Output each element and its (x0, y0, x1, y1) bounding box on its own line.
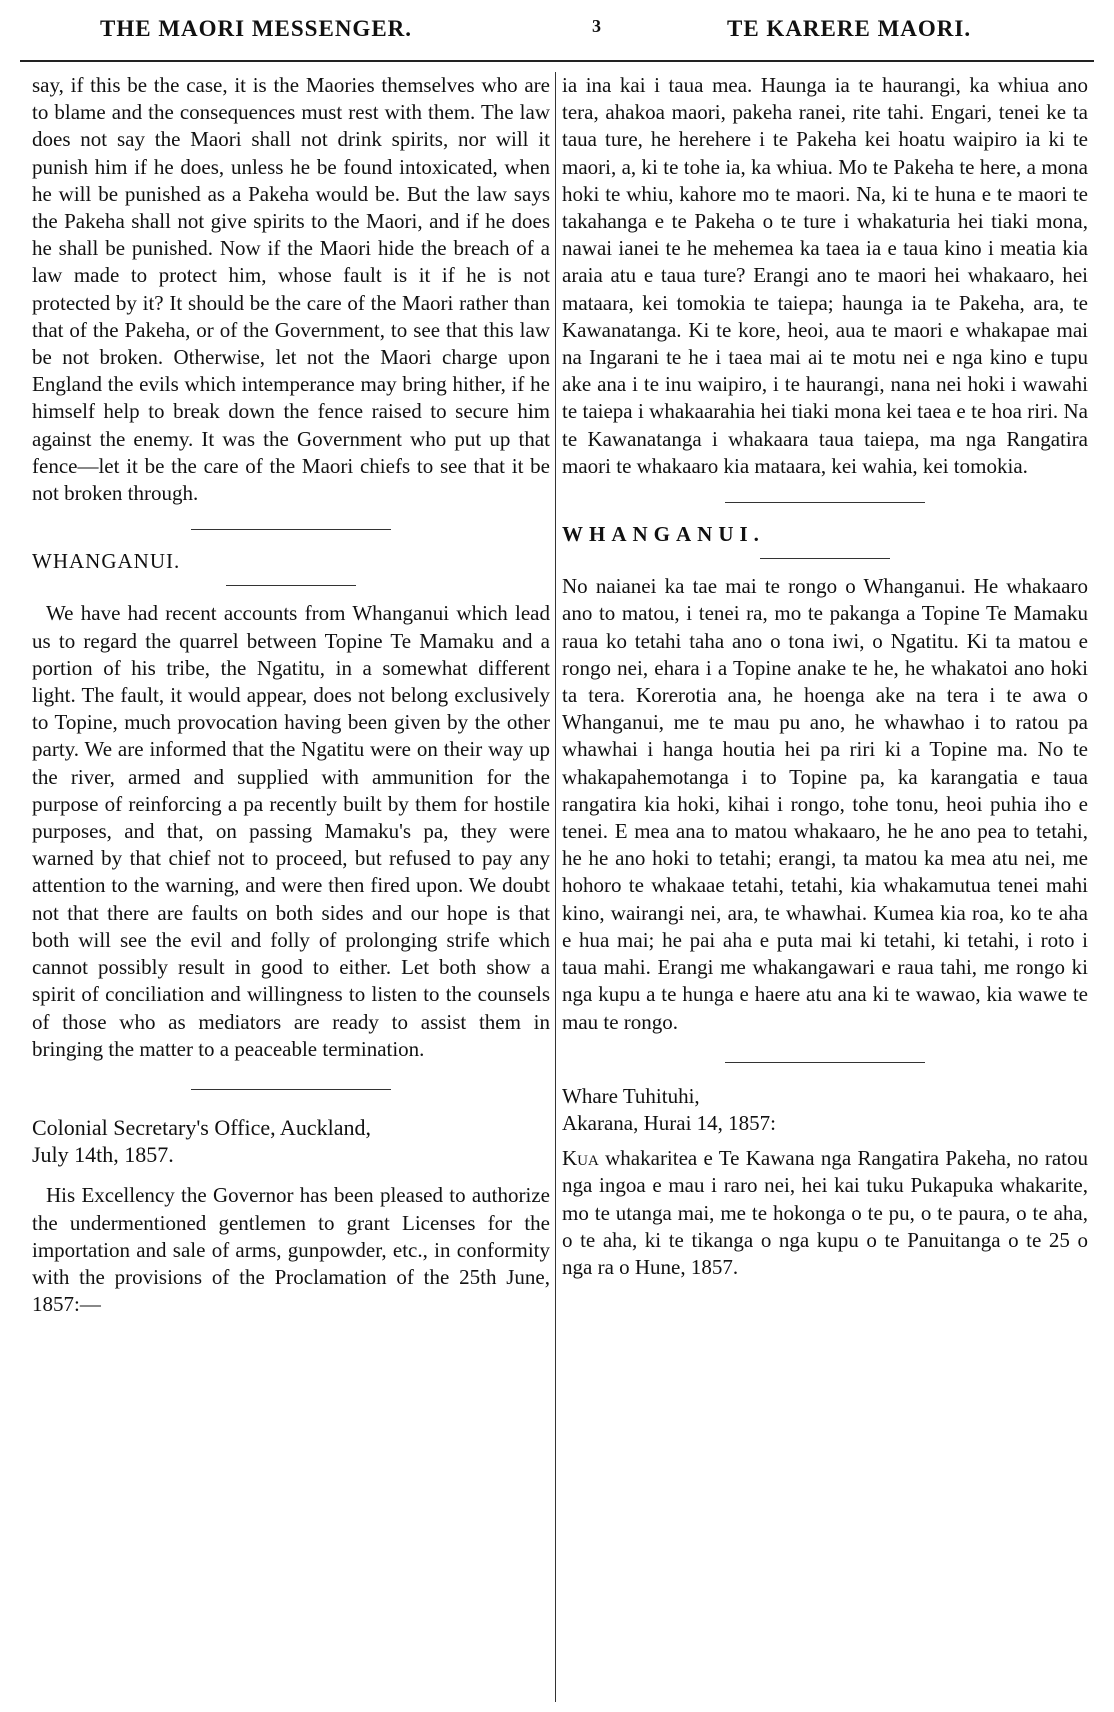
english-heading-whanganui: WHANGANUI. (32, 549, 181, 574)
english-office-line: Colonial Secretary's Office, Auckland, (32, 1114, 371, 1140)
column-divider (555, 72, 556, 1702)
maori-paragraph-licenses (562, 1145, 1088, 1281)
maori-licenses-text: whakaritea e Te Kawana nga Rangatira Pakeha, no ratou nga ingoa e mau i raro nei, hei kai tuku Pukapuka whakarite, mo te utanga mai, me te hokonga o te pu, o te paura, o te aha, o te aha, ki te tikanga o nga kupu o te Panuitanga o te 25 o nga ra o Hune, 1857. (562, 1146, 1088, 1279)
maori-heading-whanganui: WHANGANUI. (562, 522, 765, 547)
maori-paragraph-whanganui: No naianei ka tae mai te rongo o Whanganui. He whakaaro ano to matou, i tenei ra, mo te pakanga a Topine Te Mamaku raua ko tetahi taha ano o tona iwi, o Ngatitu. Ki ta matou e rongo nei, ehara i a Topine anake te he, he whakatoi ano hoki ta tera. Korerotia ana, he hoenga ake na tera i te awa o Whanganui, me te mau pu ano, he whawhao i to ratou pa whawhai i hanga houtia hei pa riri ki a Topine ma. No te whakapahemotanga i to Topine pa, ka karangatia e taua rangatira kia hoki, kihai i rongo, tohe tonu, heoi puhia iho e tenei. E mea ana to matou whakaaro, he he ano pea to tetahi, he he ano hoki to tetahi; erangi, ta matou ka mea atu nei, me hohoro te whakaae tetahi, tetahi, kia whakamutua tenei mahi kino, wairangi nei, ara, te whawhai. Kumea kia roa, ko te aha e hua mai; he pai aha e puta mai ki tetahi, ki tetahi, i roto i taua mahi. Erangi me whakangawari e raua tahi, me rongo ki nga kupu a te hunga e haere atu ana ki te wawao, kia wawe te mau te rongo. (562, 574, 1088, 1034)
english-paragraph-licenses: His Excellency the Governor has been pleased to authorize the undermentioned gentlemen to grant Licenses for the importation and sale of arms, gunpowder, etc., in conformity with the provisions of the Proclamation of the 25th June, 1857:— (32, 1183, 550, 1317)
english-column (32, 72, 550, 1702)
header-maori-title: TE KARERE MAORI. (727, 16, 972, 41)
maori-office-line: Whare Tuhituhi, (562, 1083, 700, 1108)
page-header (20, 0, 1094, 62)
english-office-date: July 14th, 1857. (32, 1142, 174, 1168)
header-english-title: THE MAORI MESSENGER. (100, 16, 413, 41)
page-number: 3 (592, 16, 602, 36)
maori-column (562, 72, 1088, 1702)
maori-lead-word: Kua (562, 1146, 599, 1171)
maori-office-date: Akarana, Hurai 14, 1857: (562, 1110, 777, 1135)
maori-paragraph-temperance: ia ina kai i taua mea. Haunga ia te haurangi, ka whiua ano tera, ahakoa maori, pakeha ranei, rite tahi. Engari, tenei ke ta taua ture, he herehere i te Pakeha kei hoatu waipiro ia ki te maori, a, ki te tohe ia, ka whiua. Mo te Pakeha te here, a mona hoki te whiu, kahore mo te maori. Na, ki te huna e te maori te takahanga e te Pakeha o te ture i whakaturia hei tiaki mona, nawai ianei te he mehemea ka taea ia e taua kino i meatia kia araia atu e taua ture? Erangi ano te maori hei whakaaro, hei mataara, kei tomokia te taiepa; haunga ia te Pakeha, ara, te Kawanatanga. Ki te kore, heoi, aua te maori e whakapae mai na Ingarani te he i taea mai ai te motu nei e nga kino e tupu ake ana i te inu waipiro, i te haurangi, nana nei hoki i wawahi te taiepa i whakaarahia hei tiaki mona kei taea e te hoa riri. Na te Kawanatanga i whakaara taua taiepa, ma nga Rangatira maori te whakaaro kia mataara, kei wahia, kei tomokia. (562, 73, 1088, 478)
english-paragraph-temperance: say, if this be the case, it is the Maories themselves who are to blame and the consequences must rest with them. The law does not say the Maori shall not drink spirits, nor will it punish him if he does, unless he be found intoxicated, when he will be punished as a Pakeha would be. But the law says the Pakeha shall not give spirits to the Maori, and if he does he shall be punished. Now if the Maori hide the breach of a law made to protect him, whose fault is it if he is not protected by it? It should be the care of the Maori rather than that of the Pakeha, or of the Government, to see that this law be not broken. Otherwise, let not the Maori charge upon England the evils which intemperance may bring hither, if he himself help to break down the fence raised to secure him against the enemy. It was the Government who put up that fence—let it be the care of the Maori chiefs to see that it be not broken through. (32, 73, 550, 506)
english-paragraph-whanganui: We have had recent accounts from Whanganui which lead us to regard the quarrel between Topine Te Mamaku and a portion of his tribe, the Ngatitu, in a somewhat different light. The fault, it would appear, does not belong exclusively to Topine, much provocation having been given by the other party. We are informed that the Ngatitu were on their way up the river, armed and supplied with ammunition for the purpose of reinforcing a pa recently built by them for hostile purposes, and that, on passing Mamaku's pa, they were warned by that chief not to proceed, but refused to pay any attention to the warning, and were then fired upon. We doubt not that there are faults on both sides and our hope is that both will see the evil and folly of prolonging strife which cannot possibly result in good to either. Let both show a spirit of conciliation and willingness to listen to the counsels of those who as mediators are ready to assist them in bringing the matter to a peaceable termination. (32, 601, 550, 1061)
